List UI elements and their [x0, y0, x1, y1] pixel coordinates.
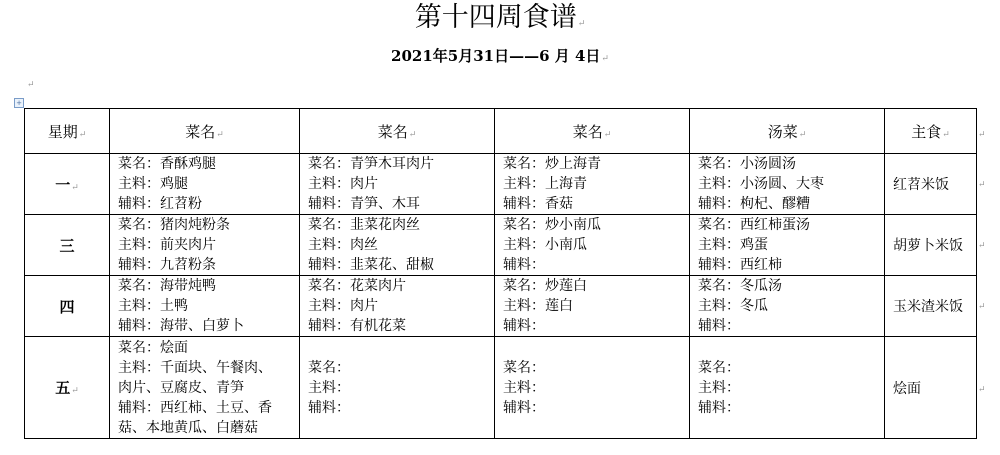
table-move-handle-icon[interactable]: +: [14, 98, 24, 108]
dish-cell: 菜名： 主料： 辅料：: [495, 337, 690, 439]
menu-table: [24, 108, 977, 439]
paragraph-mark-icon: ↵: [27, 80, 35, 90]
dish-cell: 菜名：海带炖鸭 主料：土鸭 辅料：海带、白萝卜: [110, 276, 300, 337]
dish-cell: 菜名：炒上海青 主料：上海青 辅料：香菇: [495, 154, 690, 215]
day-cell: 五↵: [25, 337, 110, 439]
header-soup: 汤菜↵: [690, 109, 885, 154]
header-day: 星期↵: [25, 109, 110, 154]
day-cell: 四: [25, 276, 110, 337]
soup-cell: 菜名： 主料： 辅料：: [690, 337, 885, 439]
dish-cell: 菜名：烩面 主料：千面块、午餐肉、 肉片、豆腐皮、青笋 辅料：西红柿、土豆、香 菇、本地黄瓜、白蘑菇: [110, 337, 300, 439]
staple-cell: 烩面: [885, 337, 977, 439]
dish-cell: 菜名：韭菜花肉丝 主料：肉丝 辅料：韭菜花、甜椒: [300, 215, 495, 276]
staple-cell: 红苕米饭: [885, 154, 977, 215]
row-end-mark-icon: ↵: [978, 130, 986, 140]
header-staple: 主食↵: [885, 109, 977, 154]
page-title: 第十四周食谱↵: [414, 2, 586, 33]
staple-cell: 玉米渣米饭: [885, 276, 977, 337]
row-end-mark-icon: ↵: [978, 302, 986, 312]
header-dish-1: 菜名↵: [110, 109, 300, 154]
dish-cell: 菜名：青笋木耳肉片 主料：肉片 辅料：青笋、木耳: [300, 154, 495, 215]
soup-cell: 菜名：西红柿蛋汤 主料：鸡蛋 辅料：西红柿: [690, 215, 885, 276]
header-dish-2: 菜名↵: [300, 109, 495, 154]
day-cell: 三: [25, 215, 110, 276]
soup-cell: 菜名：冬瓜汤 主料：冬瓜 辅料：: [690, 276, 885, 337]
day-cell: 一↵: [25, 154, 110, 215]
header-dish-3: 菜名↵: [495, 109, 690, 154]
row-end-mark-icon: ↵: [978, 385, 986, 395]
staple-cell: 胡萝卜米饭: [885, 215, 977, 276]
table-row: [25, 337, 977, 439]
table-row: [25, 215, 977, 276]
table-row: [25, 276, 977, 337]
dish-cell: 菜名：猪肉炖粉条 主料：前夹肉片 辅料：九苕粉条: [110, 215, 300, 276]
row-end-mark-icon: ↵: [978, 180, 986, 190]
dish-cell: 菜名：炒小南瓜 主料：小南瓜 辅料：: [495, 215, 690, 276]
dish-cell: 菜名：炒莲白 主料：莲白 辅料：: [495, 276, 690, 337]
header-row: [25, 109, 977, 154]
dish-cell: 菜名：花菜肉片 主料：肉片 辅料：有机花菜: [300, 276, 495, 337]
soup-cell: 菜名：小汤圆汤 主料：小汤圆、大枣 辅料：枸杞、醪糟: [690, 154, 885, 215]
row-end-mark-icon: ↵: [978, 241, 986, 251]
date-range: 2021年5月31日——6 月 4日↵: [391, 47, 609, 65]
dish-cell: 菜名： 主料： 辅料：: [300, 337, 495, 439]
table-row: [25, 154, 977, 215]
dish-cell: 菜名：香酥鸡腿 主料：鸡腿 辅料：红苕粉: [110, 154, 300, 215]
